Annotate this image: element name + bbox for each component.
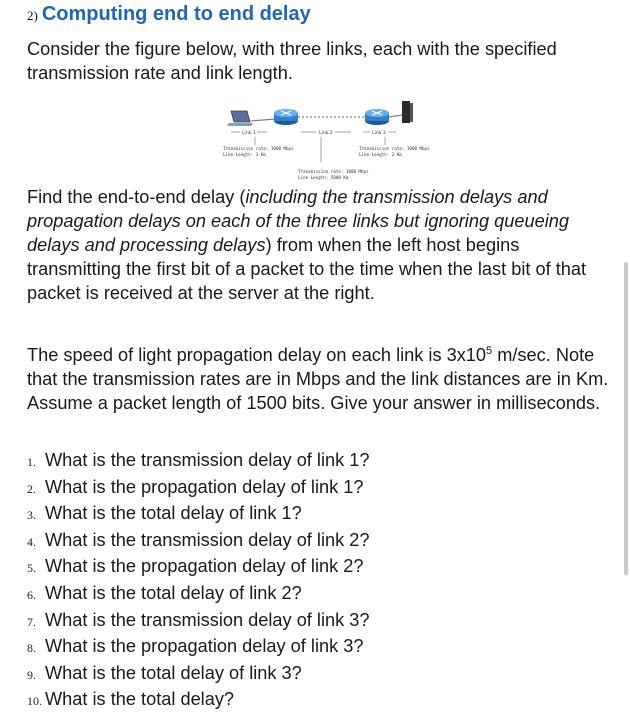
question-text: What is the total delay of link 2?: [45, 582, 302, 603]
question-number: 1.: [27, 455, 36, 469]
question-text: What is the transmission delay of link 3?: [45, 609, 370, 630]
link2-label: Link 2: [319, 131, 333, 136]
link1-label: Link 1: [242, 131, 256, 136]
link1-rate: Transmission rate: 1000 Mbps: [223, 146, 294, 151]
question-item: [27, 528, 612, 555]
question-item: [27, 448, 612, 475]
question-text: What is the propagation delay of link 1?: [45, 476, 364, 497]
question-item: [27, 475, 612, 502]
link3-line: [389, 115, 402, 117]
question-text: What is the total delay?: [45, 689, 235, 710]
link2-length: Line Length: 5000 Km: [298, 175, 349, 180]
link3-label: Link 3: [372, 131, 386, 136]
question-text: What is the propagation delay of link 2?: [45, 556, 364, 577]
section-number: 2): [27, 8, 38, 23]
find-paragraph: [27, 185, 612, 305]
server-icon: [402, 101, 413, 123]
speed-before: The speed of light propagation delay on each link is 3x10: [27, 345, 487, 365]
section-title: Computing end to end delay: [41, 3, 311, 25]
speed-after: m/sec. Note that the transmission rates are in Mbps and the link distances are in Km. Assume a packet length of 1500 bits. Give your answer in milliseconds.: [27, 345, 609, 413]
speed-paragraph: [27, 343, 612, 415]
question-text: What is the total delay of link 1?: [45, 503, 302, 524]
link1-line: [251, 119, 275, 121]
speed-exponent: 5: [486, 344, 493, 357]
question-item: [27, 501, 612, 528]
question-text: What is the transmission delay of link 2?: [45, 529, 370, 550]
network-figure: [195, 95, 435, 190]
find-lead: Find the end-to-end delay (: [27, 187, 246, 207]
question-item: [27, 608, 612, 635]
link2-rate: Transmission rate: 1000 Mbps: [298, 169, 369, 174]
question-number: 5.: [27, 561, 36, 576]
link3-length: Line Length: 2 Km: [359, 152, 402, 157]
question-text: What is the transmission delay of link 1?: [45, 450, 370, 470]
router2-icon: [365, 109, 389, 125]
question-number: 10.: [27, 694, 42, 709]
laptop-icon: [227, 111, 253, 126]
find-rest: ) from when the left host begins transmitting the first bit of a packet to the time when the last bit of that packet is received at the server at the right.: [27, 235, 587, 303]
vertical-scrollbar[interactable]: [624, 262, 628, 575]
question-text: What is the total delay of link 3?: [45, 662, 302, 683]
question-item: [27, 661, 612, 688]
question-item: [27, 634, 612, 661]
link1-length: Line Length: 3 Km: [223, 152, 266, 157]
question-number: 2.: [27, 481, 36, 496]
question-number: 3.: [27, 508, 36, 523]
find-italic: including the transmission delays and propagation delays on each of the three links but ignoring queueing delays and processing delays: [27, 187, 569, 255]
intro-paragraph: Consider the figure below, with three links, each with the specified transmission rate and link length.: [27, 39, 557, 83]
question-number: 4.: [27, 534, 36, 549]
question-number: 9.: [27, 667, 36, 682]
question-number: 8.: [27, 641, 36, 656]
question-item: [27, 554, 612, 581]
question-item: [27, 687, 612, 714]
question-number: 6.: [27, 587, 36, 602]
question-text: What is the propagation delay of link 3?: [45, 636, 364, 657]
question-item: [27, 581, 612, 608]
question-list: [27, 448, 612, 714]
question-number: 7.: [27, 614, 36, 629]
router1-icon: [274, 109, 298, 125]
link3-rate: Transmission rate: 1000 Mbps: [359, 146, 430, 151]
section-heading: [27, 3, 311, 26]
